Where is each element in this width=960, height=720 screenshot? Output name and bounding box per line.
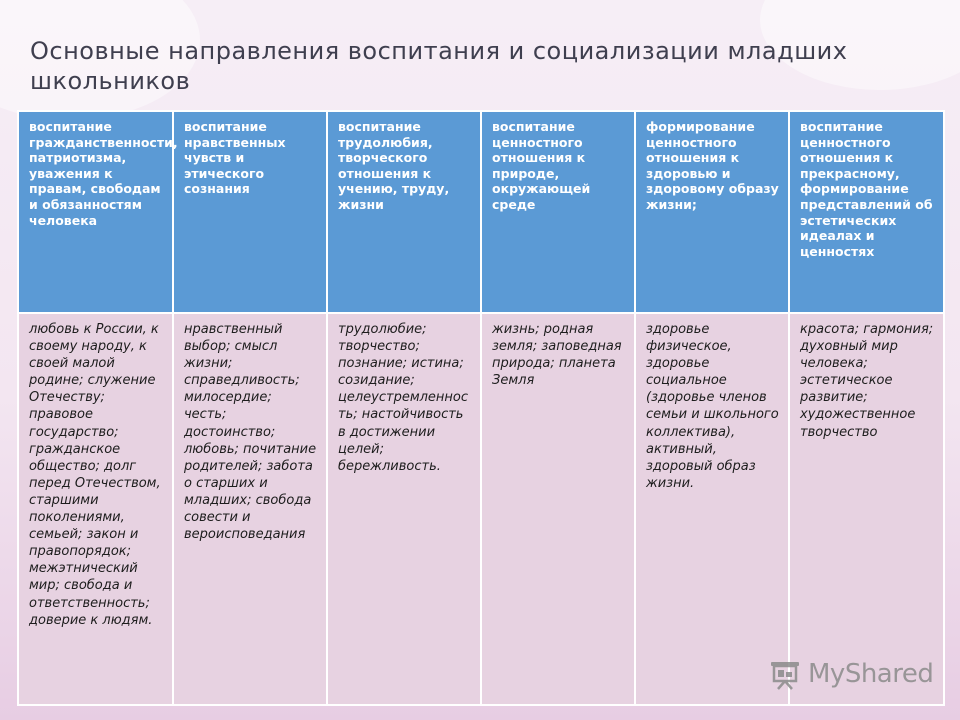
table-values-row	[18, 313, 944, 705]
myshared-watermark	[768, 656, 933, 692]
page-title: Основные направления воспитания и социализации младших школьников	[30, 37, 848, 95]
values-cell-aesthetic: красота; гармония; духовный мир человека; эстетическое развитие; художественное творчество	[789, 313, 944, 705]
header-cell-aesthetic: воспитание ценностного отношения к прекрасному, формирование представлений об эстетических идеалах и ценностях	[789, 111, 944, 313]
header-cell-moral: воспитание нравственных чувств и этического сознания	[173, 111, 327, 313]
values-table	[17, 110, 945, 706]
values-cell-citizenship: любовь к России, к своему народу, к своей малой родине; служение Отечеству; правовое государство; гражданское общество; долг перед Отечеством, старшими поколениями, семьей; закон и правопорядок; межэтнический мир; свобода и ответственность; доверие к людям.	[18, 313, 173, 705]
header-cell-labor: воспитание трудолюбия, творческого отношения к учению, труду, жизни	[327, 111, 481, 313]
values-cell-labor: трудолюбие; творчество; познание; истина; созидание; целеустремленность; настойчивость в достижении целей; бережливость.	[327, 313, 481, 705]
values-cell-health: здоровье физическое, здоровье социальное (здоровье членов семьи и школьного коллектива), активный, здоровый образ жизни.	[635, 313, 789, 705]
header-cell-citizenship: воспитание гражданственности, патриотизма, уважения к правам, свободам и обязанностям человека	[18, 111, 173, 313]
values-cell-moral: нравственный выбор; смысл жизни; справедливость; милосердие; честь; достоинство; любовь; почитание родителей; забота о старших и младших; свобода совести и вероисповедания	[173, 313, 327, 705]
watermark-text: MyShared	[808, 659, 934, 689]
header-cell-health: формирование ценностного отношения к здоровью и здоровому образу жизни;	[635, 111, 789, 313]
values-cell-nature: жизнь; родная земля; заповедная природа; планета Земля	[481, 313, 635, 705]
presentation-board-icon	[768, 657, 802, 691]
header-cell-nature: воспитание ценностного отношения к природе, окружающей среде	[481, 111, 635, 313]
table-header-row	[18, 111, 944, 313]
